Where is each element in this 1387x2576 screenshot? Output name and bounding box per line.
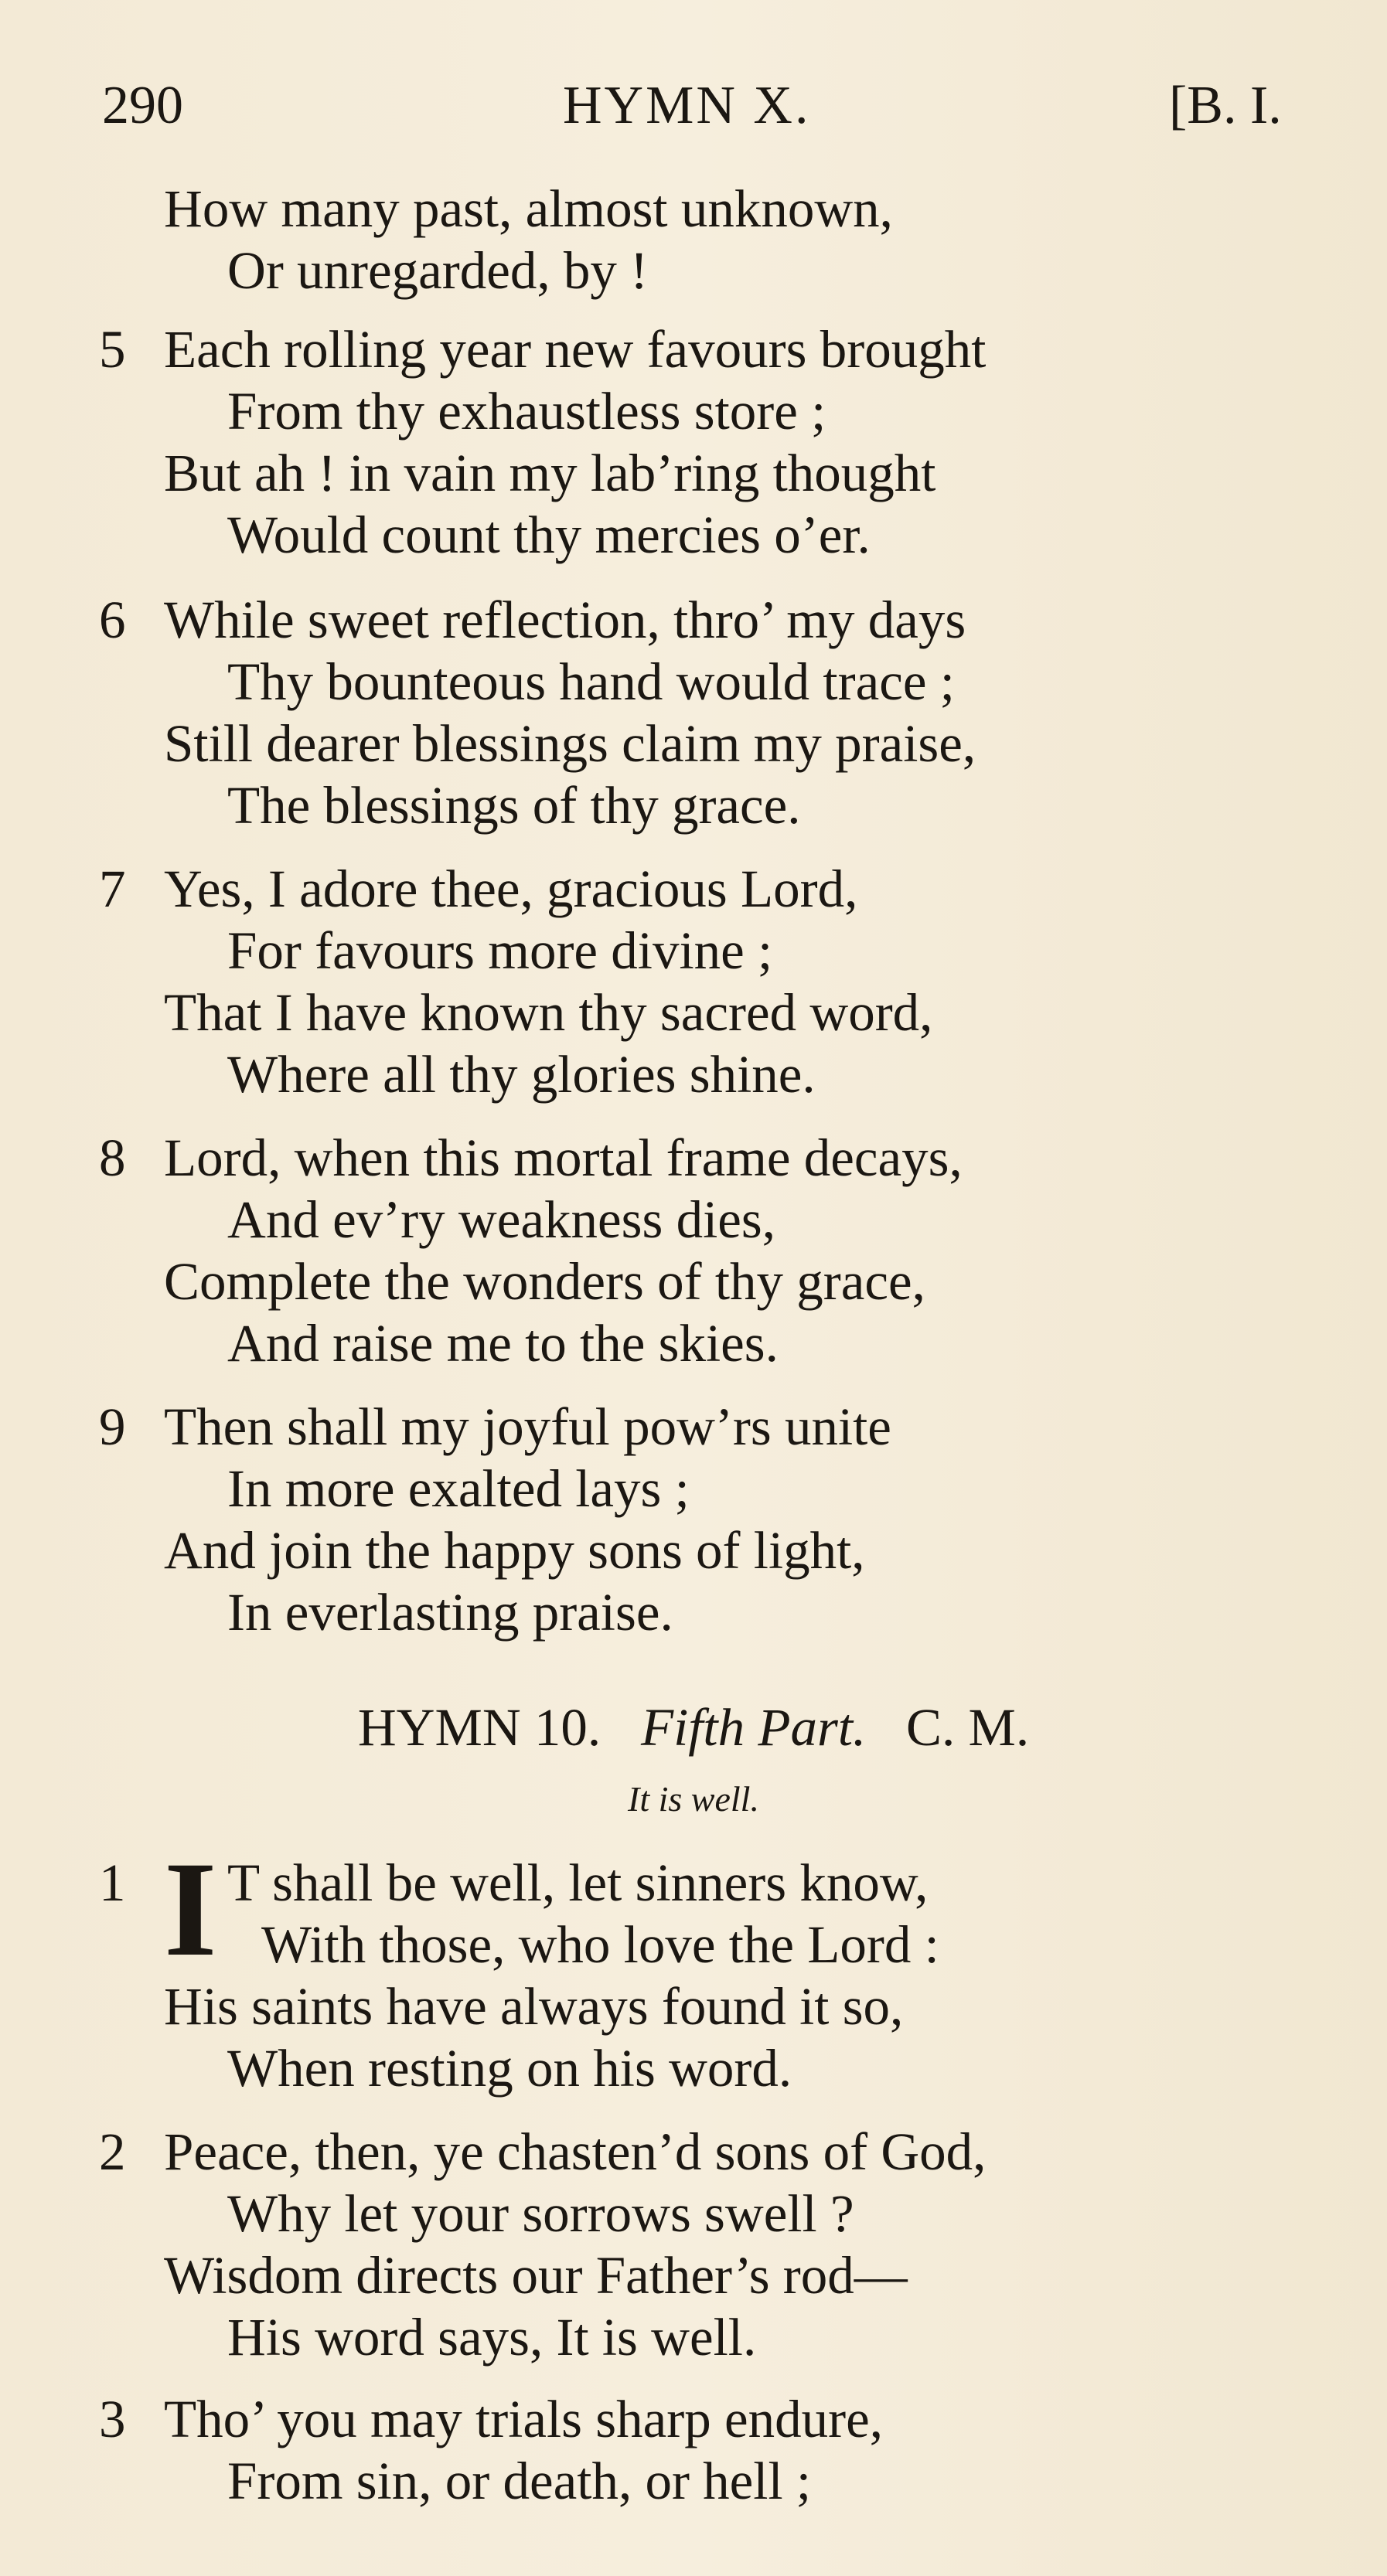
- verse-line: His word says, It is well.: [227, 2308, 757, 2367]
- verse-line: Wisdom directs our Father’s rod—: [164, 2246, 908, 2305]
- verse-line: Then shall my joyful pow’rs unite: [164, 1397, 891, 1456]
- verse-line: Why let your sorrows swell ?: [227, 2184, 854, 2243]
- stanza-number: 3: [99, 2390, 126, 2448]
- verse-line: His saints have always found it so,: [164, 1977, 904, 2036]
- running-title: HYMN X.: [563, 76, 811, 135]
- verse-line: Yes, I adore thee, gracious Lord,: [164, 859, 858, 918]
- hymn-subtitle: It is well.: [628, 1779, 759, 1819]
- page-number: 290: [102, 76, 183, 135]
- stanza-number: 2: [99, 2122, 126, 2181]
- stanza-number: 7: [99, 859, 126, 918]
- verse-line: Would count thy mercies o’er.: [227, 505, 871, 564]
- verse-line: Lord, when this mortal frame decays,: [164, 1128, 963, 1187]
- book-marker: [B. I.: [1169, 76, 1282, 135]
- verse-line: For favours more divine ;: [227, 921, 773, 980]
- verse-line: And ev’ry weakness dies,: [227, 1190, 775, 1249]
- hymn-heading-meter: C. M.: [906, 1698, 1030, 1757]
- stanza-number: 9: [99, 1397, 126, 1456]
- verse-line: From thy exhaustless store ;: [227, 382, 826, 441]
- verse-line: When resting on his word.: [227, 2039, 792, 2098]
- verse-line: With those, who love the Lord :: [261, 1915, 939, 1974]
- hymn-heading-part: Fifth Part.: [640, 1698, 867, 1757]
- stanza-number: 6: [99, 590, 126, 649]
- verse-line: Where all thy glories shine.: [227, 1045, 816, 1104]
- stanza-number: 5: [99, 320, 126, 379]
- verse-line: T shall be well, let sinners know,: [227, 1853, 929, 1912]
- running-head: [0, 71, 1387, 141]
- verse-line: And raise me to the skies.: [227, 1314, 779, 1373]
- verse-line: Complete the wonders of thy grace,: [164, 1252, 925, 1311]
- verse-line: How many past, almost unknown,: [164, 179, 893, 238]
- verse-line: In more exalted lays ;: [227, 1459, 690, 1518]
- hymn-heading: [0, 1693, 1387, 1762]
- verse-line: Still dearer blessings claim my praise,: [164, 714, 976, 773]
- verse-line: Or unregarded, by !: [227, 241, 649, 300]
- verse-line: In everlasting praise.: [227, 1583, 673, 1642]
- verse-line: Each rolling year new favours brought: [164, 320, 987, 379]
- verse-line: And join the happy sons of light,: [164, 1521, 865, 1580]
- verse-line: From sin, or death, or hell ;: [227, 2452, 812, 2510]
- drop-cap: I: [164, 1834, 217, 1985]
- hymn-heading-number: HYMN 10.: [357, 1698, 601, 1757]
- verse-line: Peace, then, ye chasten’d sons of God,: [164, 2122, 987, 2181]
- verse-line: The blessings of thy grace.: [227, 776, 801, 835]
- verse-line: That I have known thy sacred word,: [164, 983, 933, 1042]
- stanza-number: 1: [99, 1853, 126, 1912]
- verse-line: But ah ! in vain my lab’ring thought: [164, 444, 936, 502]
- verse-line: Thy bounteous hand would trace ;: [227, 652, 955, 711]
- stanza-number: 8: [99, 1128, 126, 1187]
- verse-line: Tho’ you may trials sharp endure,: [164, 2390, 883, 2448]
- verse-line: While sweet reflection, thro’ my days: [164, 590, 966, 649]
